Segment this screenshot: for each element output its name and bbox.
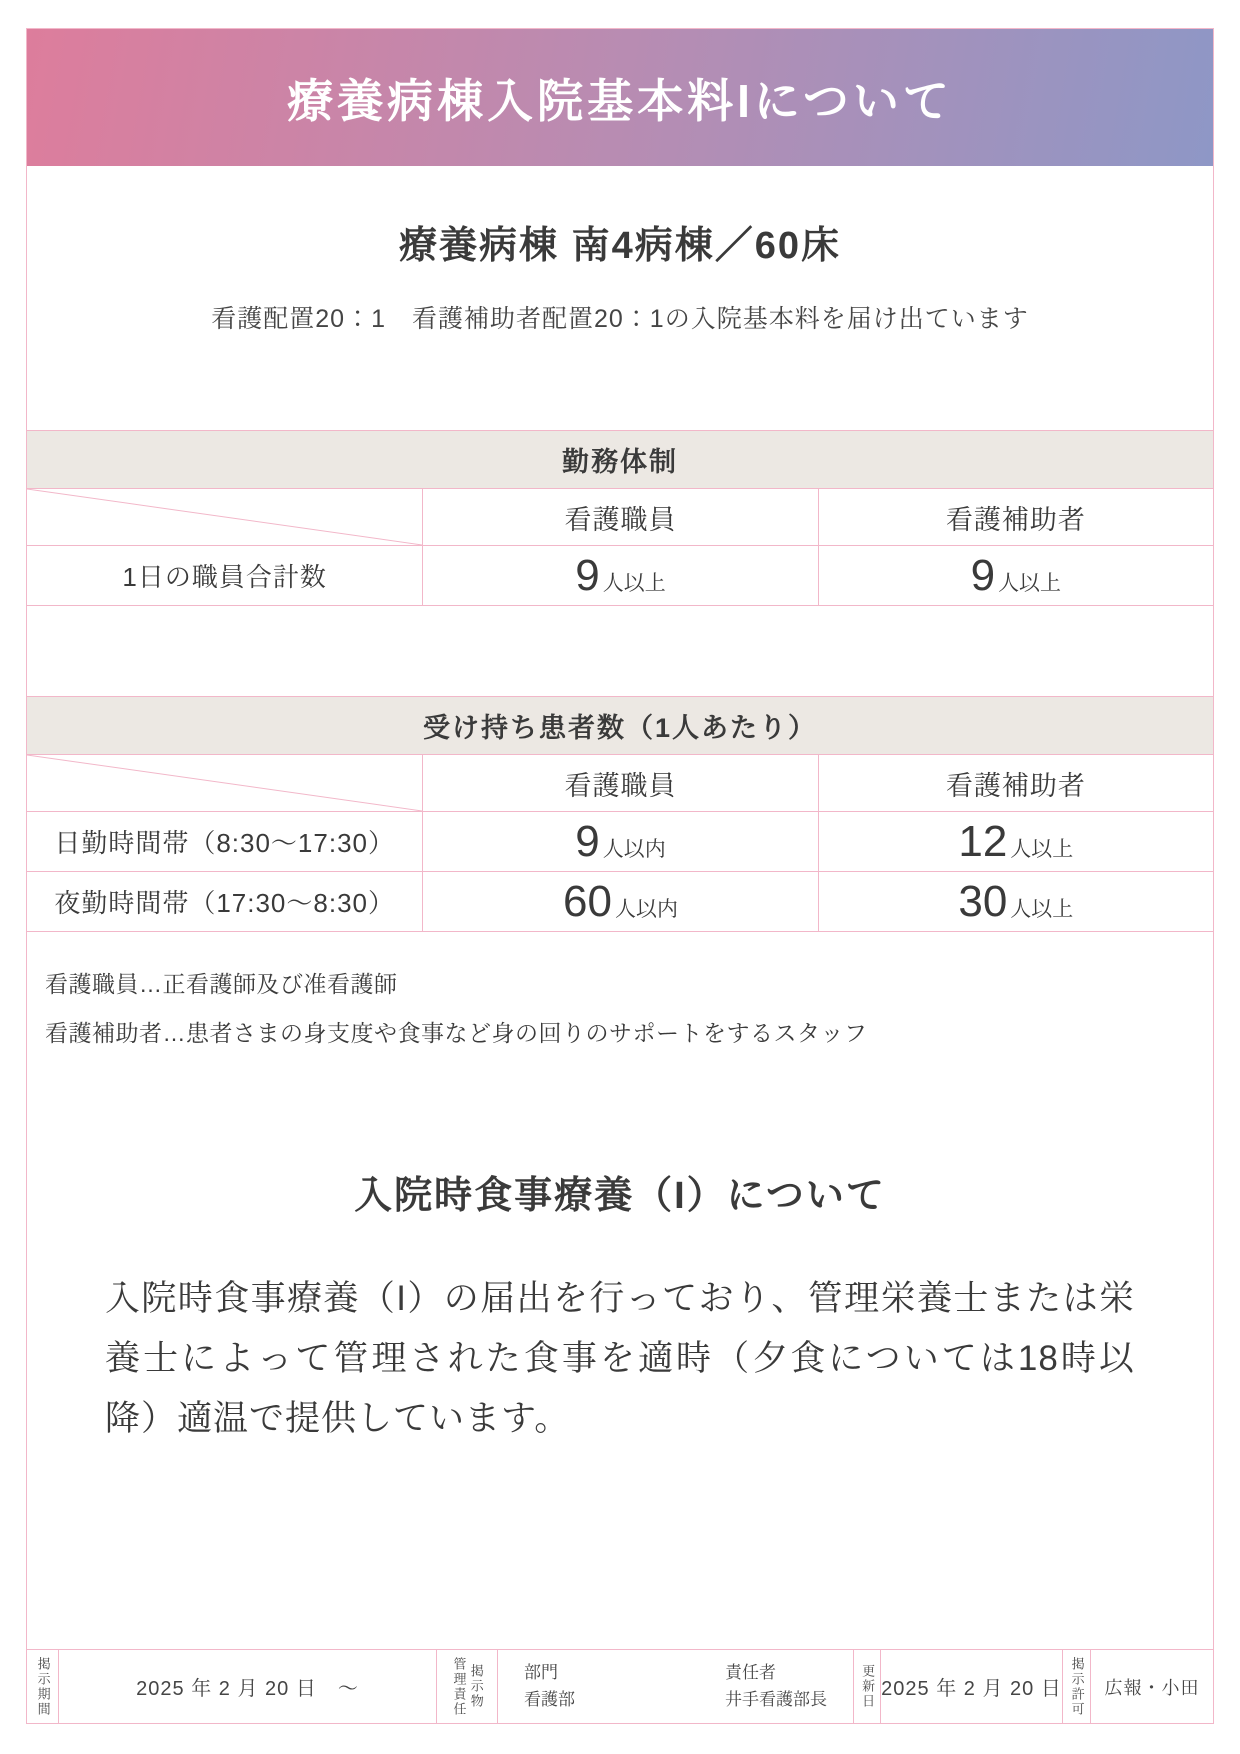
value-wrap: [958, 877, 1073, 927]
value-unit: 人以上: [998, 571, 1062, 595]
diagonal-line: [27, 755, 422, 811]
posting-period-label: 掲示期間: [35, 1656, 51, 1717]
value-wrap: [971, 551, 1061, 601]
value-cell-assistant: [818, 812, 1213, 871]
value-cell-assistant: [818, 872, 1213, 931]
shift-table-title: 勤務体制: [27, 430, 1213, 489]
value-unit: 人以内: [602, 837, 666, 861]
shift-table: [27, 430, 1213, 606]
table-row: [27, 546, 1213, 606]
column-header-nurse: 看護職員: [422, 489, 817, 545]
table-row: [27, 872, 1213, 932]
page-frame: [26, 28, 1214, 1724]
value-number: 60: [563, 876, 612, 926]
meal-section-body: 入院時食事療養（I）の届出を行っており、管理栄養士または栄養士によって管理された食事を適時（夕食については18時以降）適温で提供しています。: [105, 1279, 1135, 1439]
header-banner: [27, 29, 1213, 166]
responsible-person-block: [725, 1660, 827, 1713]
value-unit: 人以上: [1010, 897, 1074, 921]
approval-footer: [27, 1649, 1213, 1723]
department-block: [524, 1660, 575, 1713]
definition-notes: [45, 966, 1193, 1048]
patient-table-title: 受け持ち患者数（1人あたり）: [27, 696, 1213, 755]
value-number: 12: [958, 816, 1008, 866]
table-row: [27, 812, 1213, 872]
update-date-label-cell: [853, 1650, 880, 1723]
column-header-assistant: 看護補助者: [818, 489, 1213, 545]
posting-permission-value: 広報・小田: [1090, 1650, 1213, 1723]
update-date-value: 2025 年 2 月 20 日: [880, 1650, 1062, 1723]
value-unit: 人以上: [602, 571, 666, 595]
value-number: 30: [958, 876, 1008, 926]
value-cell-nurse: [422, 546, 817, 605]
value-unit: 人以上: [1010, 837, 1074, 861]
diagonal-corner-cell: [27, 489, 422, 545]
row-label-daily-total: 1日の職員合計数: [122, 562, 327, 592]
department-label: 部門: [524, 1663, 558, 1683]
poster-management-label-left: 管理責任: [451, 1656, 467, 1717]
note-nurse-definition: 看護職員…正看護師及び准看護師: [45, 971, 398, 997]
value-number: 9: [575, 816, 600, 866]
ward-title: 療養病棟 南4病棟／60床: [399, 225, 841, 267]
update-date-label: 更新日: [860, 1664, 876, 1709]
patient-load-table: [27, 696, 1213, 932]
value-wrap: [575, 817, 665, 867]
row-label-night-shift: 夜勤時間帯（17:30〜8:30）: [54, 888, 395, 918]
column-header-assistant: 看護補助者: [818, 755, 1213, 811]
value-cell-nurse: [422, 872, 817, 931]
department-value: 看護部: [524, 1689, 575, 1709]
staffing-declaration: 看護配置20：1 看護補助者配置20：1の入院基本料を届け出ています: [211, 305, 1029, 333]
posting-period-label-cell: [27, 1650, 58, 1723]
responsible-value: 井手看護部長: [725, 1689, 827, 1709]
department-responsible-cell: [497, 1650, 853, 1723]
value-cell-nurse: [422, 812, 817, 871]
value-cell-assistant: [818, 546, 1213, 605]
responsible-label: 責任者: [725, 1663, 776, 1683]
posting-permission-label-cell: [1062, 1650, 1090, 1723]
meal-section-title: 入院時食事療養（I）について: [354, 1175, 886, 1217]
value-wrap: [575, 551, 665, 601]
page-title: 療養病棟入院基本料Iについて: [287, 74, 953, 127]
diagonal-corner-cell: [27, 755, 422, 811]
poster-management-label-right: 掲示物: [468, 1664, 484, 1709]
posting-permission-label: 掲示許可: [1069, 1656, 1085, 1717]
value-number: 9: [970, 550, 996, 600]
diagonal-line: [27, 489, 422, 545]
value-wrap: [563, 877, 678, 927]
patient-table-header-row: [27, 755, 1213, 812]
value-unit: 人以内: [614, 897, 678, 921]
value-number: 9: [575, 550, 600, 600]
column-header-nurse: 看護職員: [422, 755, 817, 811]
note-assistant-definition: 看護補助者…患者さまの身支度や食事など身の回りのサポートをするスタッフ: [45, 1020, 868, 1046]
poster-management-label-cell: [436, 1650, 497, 1723]
posting-period-value: 2025 年 2 月 20 日 ～: [58, 1650, 436, 1723]
row-label-day-shift: 日勤時間帯（8:30〜17:30）: [54, 828, 395, 858]
value-wrap: [958, 817, 1073, 867]
shift-table-header-row: [27, 489, 1213, 546]
